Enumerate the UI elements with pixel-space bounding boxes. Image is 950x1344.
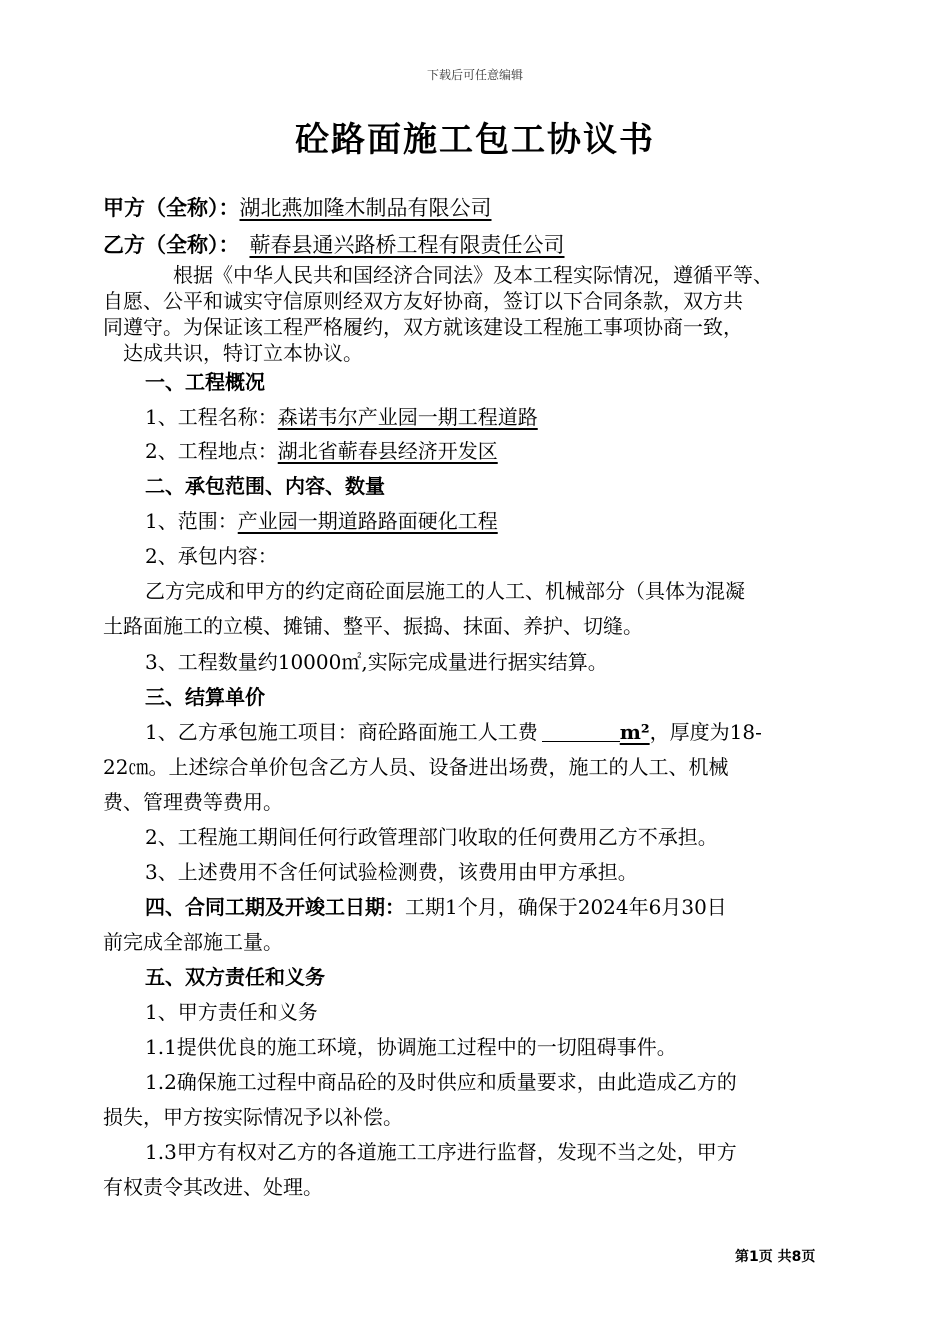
price-blank (542, 721, 620, 742)
project-location-line (145, 435, 498, 464)
page-title: 砼路面施工包工协议书 (295, 120, 655, 160)
price-text: 1、乙方承包施工项目：商砼路面施工人工费 (145, 720, 538, 744)
price-line-2: 22㎝。上述综合单价包含乙方人员、设备进出场费，施工的人工、机械 (103, 755, 729, 779)
duty-1-2: 1.2确保施工过程中商品砼的及时供应和质量要求，由此造成乙方的 (145, 1070, 737, 1094)
duty-1-3: 1.3甲方有权对乙方的各道施工工序进行监督，发现不当之处，甲方 (145, 1140, 737, 1164)
duty-1-3-cont: 有权责令其改进、处理。 (103, 1175, 323, 1199)
party-a-label: 甲方（全称）： (103, 196, 240, 220)
section-1-heading: 一、工程概况 (145, 370, 265, 394)
scope-line (145, 505, 498, 534)
project-location-value: 湖北省蕲春县经济开发区 (277, 439, 498, 463)
duty-1-2-cont: 损失，甲方按实际情况予以补偿。 (103, 1105, 403, 1129)
section-5-heading: 五、双方责任和义务 (145, 965, 325, 989)
intro-line: 自愿、公平和诚实守信原则经双方友好协商，签订以下合同条款，双方共 (103, 289, 743, 313)
testing-fee-line: 3、上述费用不含任何试验检测费，该费用由甲方承担。 (145, 860, 638, 884)
intro-paragraph (103, 262, 863, 366)
header-note: 下载后可任意编辑 (426, 68, 523, 82)
fees-line: 2、工程施工期间任何行政管理部门收取的任何费用乙方不承担。 (145, 825, 718, 849)
section-3-heading: 三、结算单价 (145, 685, 265, 709)
price-line (145, 716, 762, 745)
party-a-duties-heading: 1、甲方责任和义务 (145, 1000, 318, 1024)
project-location-label: 2、工程地点： (145, 439, 278, 463)
party-b-line (103, 229, 565, 259)
intro-line: 达成共识，特订立本协议。 (123, 341, 363, 365)
scope-value: 产业园一期道路路面硬化工程 (237, 509, 498, 533)
price-unit: m² (619, 720, 650, 744)
page-footer: 第1页 共8页 (735, 1249, 816, 1265)
project-name-label: 1、工程名称： (145, 405, 278, 429)
intro-line: 同遵守。为保证该工程严格履约，双方就该建设工程施工事项协商一致， (103, 315, 743, 339)
duty-1-1: 1.1提供优良的施工环境，协调施工过程中的一切阻碍事件。 (145, 1035, 677, 1059)
schedule-line-2: 前完成全部施工量。 (103, 930, 283, 954)
party-b-label: 乙方（全称）： (103, 233, 240, 257)
schedule-text: 工期1个月，确保于2024年6月30日 (405, 895, 727, 919)
party-b-name: 蕲春县通兴路桥工程有限责任公司 (249, 233, 565, 257)
schedule-line (145, 891, 727, 920)
intro-line: 根据《中华人民共和国经济合同法》及本工程实际情况，遵循平等、 (173, 263, 773, 287)
quantity-line: 3、工程数量约10000㎡,实际完成量进行据实结算。 (145, 650, 608, 674)
price-text-b: ，厚度为18- (649, 720, 762, 744)
content-line: 乙方完成和甲方的约定商砼面层施工的人工、机械部分（具体为混凝 (145, 579, 745, 603)
party-a-line (103, 192, 492, 222)
party-a-name: 湖北燕加隆木制品有限公司 (239, 196, 492, 220)
section-2-heading: 二、承包范围、内容、数量 (145, 474, 385, 498)
content-label: 2、承包内容： (145, 544, 278, 568)
section-4-heading: 四、合同工期及开竣工日期： (145, 895, 405, 919)
project-name-value: 森诺韦尔产业园一期工程道路 (277, 405, 538, 429)
project-name-line (145, 401, 538, 430)
price-line-3: 费、管理费等费用。 (103, 790, 283, 814)
content-line: 土路面施工的立模、摊铺、整平、振捣、抹面、养护、切缝。 (103, 614, 643, 638)
scope-label: 1、范围： (145, 509, 238, 533)
